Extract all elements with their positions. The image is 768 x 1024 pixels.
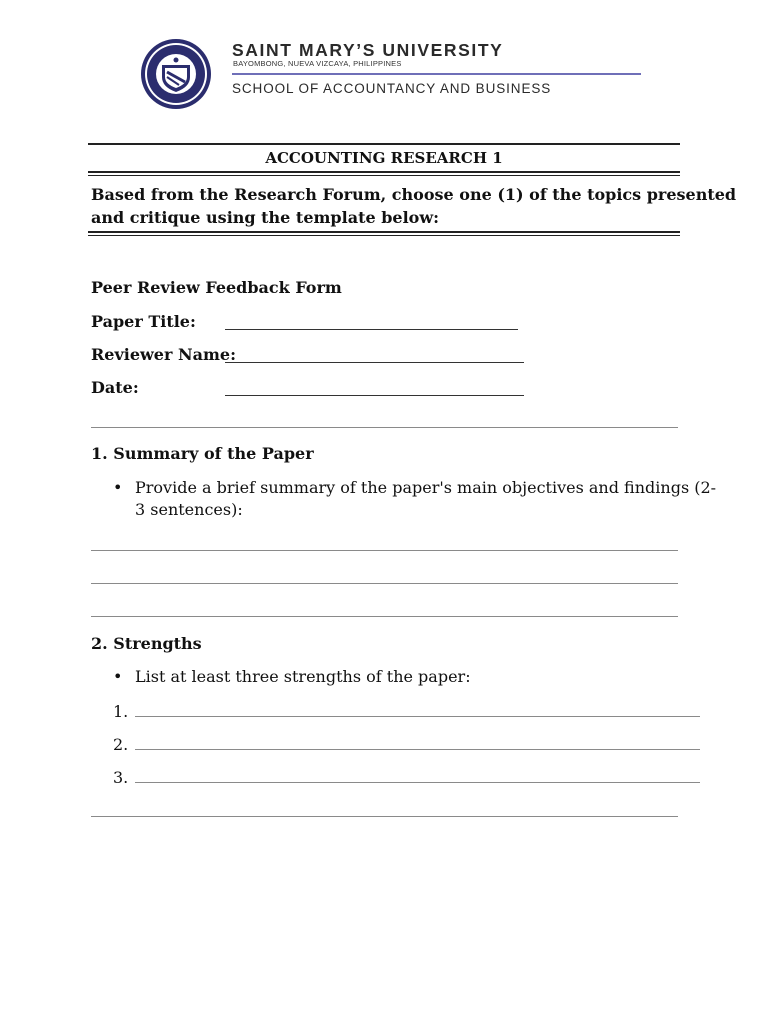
strength-answer-line-2[interactable] [135,749,700,750]
paper-title-label: Paper Title: [91,312,196,331]
summary-answer-line-2[interactable] [91,583,678,584]
section-2-prompt: List at least three strengths of the paper: [135,667,471,686]
paper-title-field[interactable] [225,329,518,330]
strength-answer-line-1[interactable] [135,716,700,717]
bullet-icon: • [113,667,123,686]
reviewer-name-label: Reviewer Name: [91,345,236,364]
date-label: Date: [91,378,139,397]
title-top-rule [88,143,680,145]
university-seal [139,37,213,111]
section-1-heading: 1. Summary of the Paper [91,444,314,463]
seal-logo-icon [139,37,213,111]
summary-answer-line-3[interactable] [91,616,678,617]
strength-number-2: 2. [113,735,129,754]
section-2-end-rule [91,816,678,817]
title-bottom-rule-2 [88,175,680,176]
strength-number-3: 3. [113,768,129,787]
date-field[interactable] [225,395,524,396]
instructions-rule-2 [88,235,680,236]
university-address: BAYOMBONG, NUEVA VIZCAYA, PHILIPPINES [233,59,402,68]
title-bottom-rule-1 [88,171,680,173]
strength-answer-line-3[interactable] [135,782,700,783]
form-divider [91,427,678,428]
bullet-icon: • [113,478,123,497]
section-1-prompt-line-2: 3 sentences): [135,500,243,519]
section-1-prompt-line-1: Provide a brief summary of the paper's main objectives and findings (2- [135,478,717,497]
instructions-line-2: and critique using the template below: [91,208,439,227]
instructions-rule-1 [88,231,680,233]
header-accent-line [232,73,641,75]
section-2-heading: 2. Strengths [91,634,202,653]
reviewer-name-field[interactable] [225,362,524,363]
school-name: SCHOOL OF ACCOUNTANCY AND BUSINESS [232,81,552,96]
form-title: Peer Review Feedback Form [91,278,342,297]
summary-answer-line-1[interactable] [91,550,678,551]
university-name: SAINT MARY’S UNIVERSITY [232,40,504,60]
instructions-line-1: Based from the Research Forum, choose one (1) of the topics presented [91,185,737,204]
strength-number-1: 1. [113,702,129,721]
course-title: ACCOUNTING RESEARCH 1 [265,149,503,167]
